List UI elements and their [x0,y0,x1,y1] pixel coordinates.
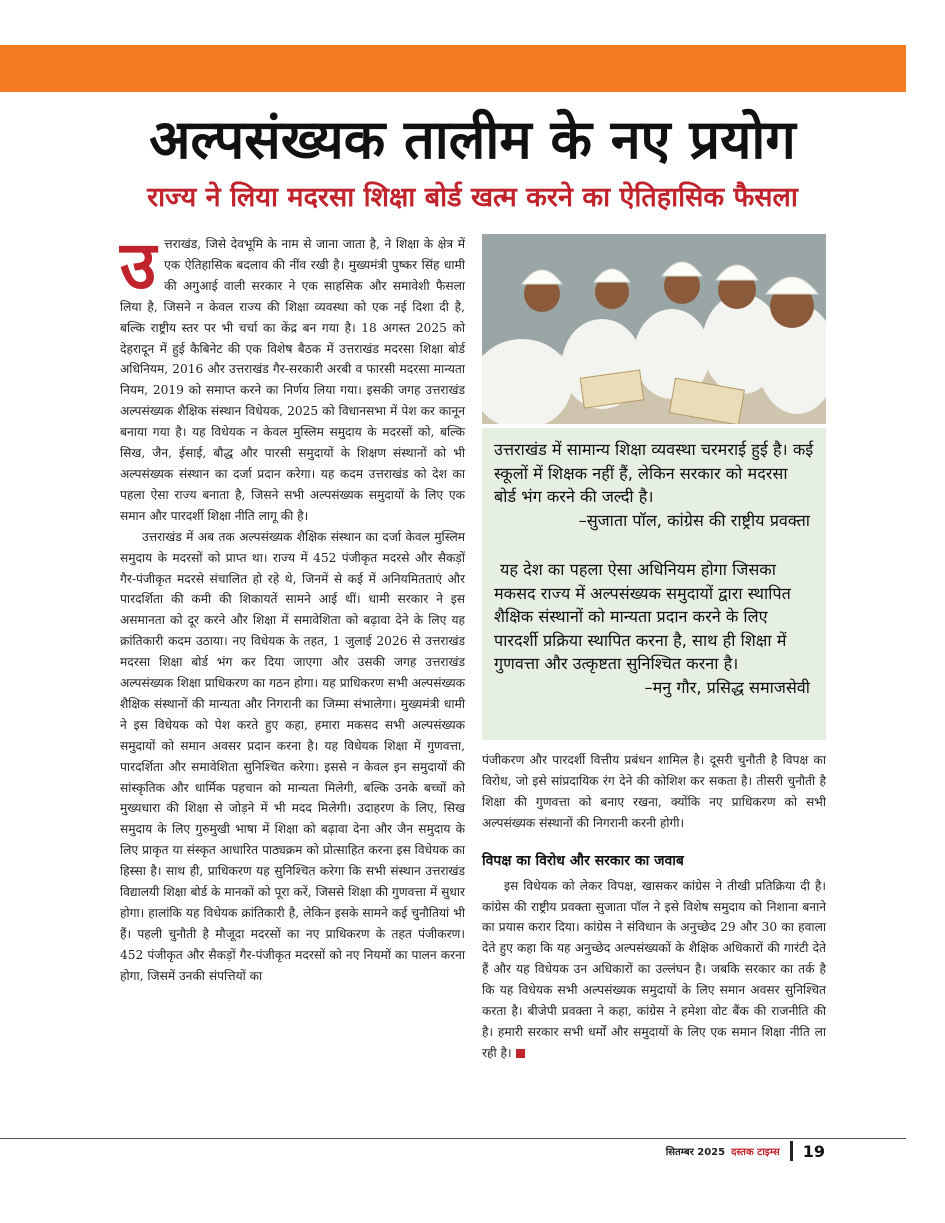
footer-rule [0,1138,906,1139]
top-color-bar [0,45,906,92]
article-para-4-text: इस विधेयक को लेकर विपक्ष, खासकर कांग्रेस ने तीखी प्रतिक्रिया दी है। कांग्रेस की राष्ट्रीय प्रवक्ता सुजाता पॉल ने इसे विशेष समुदाय को निशाना बनाने का प्रयास करार दिया। कांग्रेस ने संविधान के अनुच्छेद 29 और 30 का हवाला देते हुए कहा कि यह अनुच्छेद अल्पसंख्यकों के शैक्षिक अधिकारों की गारंटी देते हैं और यह विधेयक उन अधिकारों का उल्लंघन है। जबकि सरकार का तर्क है कि यह विधेयक सभी अल्पसंख्यक समुदायों के लिए समान अवसर सुनिश्चित करता है। बीजेपी प्रवक्ता ने कहा, कांग्रेस ने हमेशा वोट बैंक की राजनीति की है। हमारी सरकार सभी धर्मों और समुदायों के लिए एक समान शिक्षा नीति ला रही है। [482,878,826,1060]
section-heading: विपक्ष का विरोध और सरकार का जवाब [482,852,684,869]
subheadline: राज्य ने लिया मदरसा शिक्षा बोर्ड खत्म करने का ऐतिहासिक फैसला [147,182,798,213]
article-para-1-text: त्तराखंड, जिसे देवभूमि के नाम से जाना जाता है, ने शिक्षा के क्षेत्र में एक ऐतिहासिक बदलाव की नींव रखी है। मुख्यमंत्री पुष्कर सिंह धामी की अगुआई वाली सरकार ने एक साहसिक और समावेशी फैसला लिया है, जिसने न केवल राज्य की शिक्षा व्यवस्था को एक नई दिशा दी है, बल्कि राष्ट्रीय स्तर पर भी चर्चा का केंद्र बन गया है। 18 अगस्त 2025 को देहरादून में हुई कैबिनेट की एक विशेष बैठक में उत्तराखंड मदरसा शिक्षा बोर्ड अधिनियम, 2016 और उत्तराखंड गैर-सरकारी अरबी व फारसी मदरसा मान्यता नियम, 2019 को समाप्त करने का निर्णय लिया गया। इसकी जगह उत्तराखंड अल्पसंख्यक शैक्षिक संस्थान विधेयक, 2025 को विधानसभा में पेश कर कानून बनाया गया है। यह विधेयक न केवल मुस्लिम समुदाय के मदरसों को, बल्कि सिख, जैन, ईसाई, बौद्ध और पारसी समुदायों के शिक्षण संस्थानों को भी अल्पसंख्यक संस्थान का दर्जा प्रदान करेगा। यह कदम उत्तराखंड को देश का पहला ऐसा राज्य बनाता है, जिसने सभी अल्पसंख्यक समुदायों के लिए एक समान और पारदर्शी शिक्षा नीति लागू की है। [120,237,465,523]
quote-spacer [494,532,814,558]
quote-2-attribution: –मनु गौर, प्रसिद्ध समाजसेवी [644,677,810,697]
quote-box [482,428,826,740]
headline: अल्पसंख्यक तालीम के नए प्रयोग [149,108,796,171]
article-para-1 [120,227,465,527]
footer-separator [790,1141,793,1161]
dropcap: उ [120,227,157,304]
article-photo [482,234,826,424]
quote-1-attribution: –सुजाता पॉल, कांग्रेस की राष्ट्रीय प्रवक्ता [578,510,810,530]
end-mark-icon [516,1049,525,1058]
article-para-4 [482,876,826,1064]
students-reading-image [482,234,826,424]
article-para-3: पंजीकरण और पारदर्शी वित्तीय प्रबंधन शामिल है। दूसरी चुनौती है विपक्ष का विरोध, जो इसे सांप्रदायिक रंग देने की कोशिश कर सकता है। तीसरी चुनौती है शिक्षा की गुणवत्ता को बनाए रखना, क्योंकि नए प्राधिकरण को सभी अल्पसंख्यक संस्थानों की निगरानी करनी होगी। [482,753,826,830]
quote-1-text: उत्तराखंड में सामान्य शिक्षा व्यवस्था चरमराई हुई है। कई स्कूलों में शिक्षक नहीं हैं, लेकिन सरकार को मदरसा बोर्ड भंग करने की जल्दी है। [494,440,814,506]
article-column-right [482,750,826,1064]
footer-brand: दस्तक टाइम्स [731,1147,780,1158]
article-column-left [120,227,465,987]
quote-2-text: यह देश का पहला ऐसा अधिनियम होगा जिसका मकसद राज्य में अल्पसंख्यक समुदायों द्वारा स्थापित शैक्षिक संस्थानों को मान्यता प्रदान करने के लिए पारदर्शी प्रक्रिया स्थापित करना है, साथ ही शिक्षा में गुणवत्ता और उत्कृष्टता सुनिश्चित करना है। [494,560,791,673]
page-footer [666,1140,825,1162]
article-para-2: उत्तराखंड में अब तक अल्पसंख्यक शैक्षिक संस्थान का दर्जा केवल मुस्लिम समुदाय के मदरसों को प्राप्त था। राज्य में 452 पंजीकृत मदरसे और सैकड़ों गैर-पंजीकृत मदरसे संचालित हो रहे थे, जिनमें से कई में अनियमितताएं और पारदर्शिता की कमी की शिकायतें सामने आई थीं। धामी सरकार ने इस असमानता को दूर करने और शिक्षा में समावेशिता को बढ़ावा देने के लिए यह क्रांतिकारी कदम उठाया। नए विधेयक के तहत, 1 जुलाई 2026 से उत्तराखंड मदरसा शिक्षा बोर्ड भंग कर दिया जाएगा और उसकी जगह उत्तराखंड अल्पसंख्यक शिक्षा प्राधिकरण का गठन होगा। यह प्राधिकरण सभी अल्पसंख्यक शैक्षिक संस्थानों की मान्यता और निगरानी का जिम्मा संभालेगा। मुख्यमंत्री धामी ने इस विधेयक को पेश करते हुए कहा, हमारा मकसद सभी अल्पसंख्यक समुदायों को समान अवसर प्रदान करना है। यह विधेयक शिक्षा में गुणवत्ता, पारदर्शिता और समावेशिता सुनिश्चित करेगा। इससे न केवल इन समुदायों की सांस्कृतिक और धार्मिक पहचान को मान्यता मिलेगी, बल्कि उनके बच्चों को मुख्यधारा की शिक्षा से जोड़ने में भी मदद मिलेगी। उदाहरण के लिए, सिख समुदाय के लिए गुरुमुखी भाषा में शिक्षा को बढ़ावा देना और जैन समुदाय के लिए प्राकृत या संस्कृत आधारित पाठ्यक्रम को प्रोत्साहित करना इस विधेयक का हिस्सा है। साथ ही, प्राधिकरण यह सुनिश्चित करेगा कि सभी संस्थान उत्तराखंड विद्यालयी शिक्षा बोर्ड के मानकों को पूरा करें, जिससे शिक्षा की गुणवत्ता में सुधार होगा। हालांकि यह विधेयक क्रांतिकारी है, लेकिन इसके सामने कई चुनौतियां भी हैं। पहली चुनौती है मौजूदा मदरसों का नए प्राधिकरण के तहत पंजीकरण। 452 पंजीकृत और सैकड़ों गैर-पंजीकृत मदरसों को नए नियमों का पालन करना होगा, जिसमें उनकी संपत्तियों का [120,529,465,983]
footer-date: सितम्बर 2025 [665,1147,726,1158]
page-number: 19 [802,1141,825,1161]
